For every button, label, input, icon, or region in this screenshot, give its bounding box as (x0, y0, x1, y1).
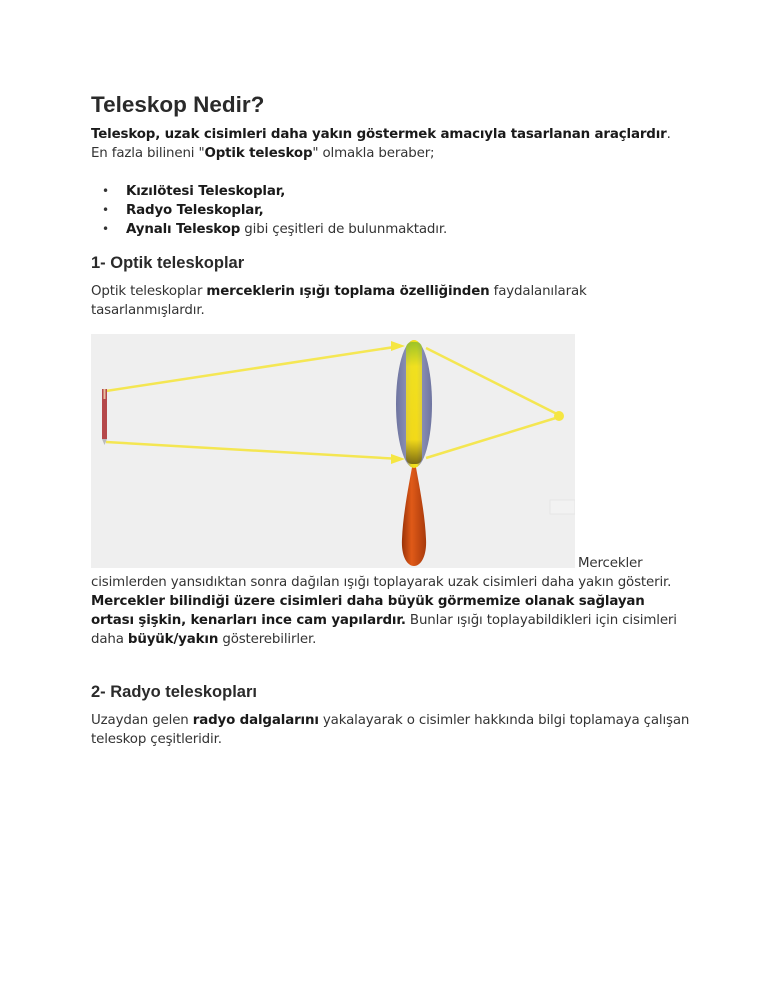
lens-rim (406, 342, 422, 464)
ray-top-in (106, 346, 401, 391)
ray-bottom-out (426, 417, 559, 458)
lens-diagram-svg (91, 334, 575, 568)
optik-text: Optik teleskoplar (91, 284, 207, 299)
focal-point (554, 411, 564, 421)
intro-text: . En fazla bilineni " (91, 127, 671, 161)
radyo-paragraph (91, 711, 691, 749)
lens-diagram-image (91, 334, 575, 568)
list-item-bold: Aynalı Teleskop (126, 222, 241, 237)
radyo-text: Uzaydan gelen (91, 713, 193, 728)
intro-paragraph (91, 125, 691, 163)
list-item (91, 201, 447, 220)
arrow-head-bottom (391, 454, 405, 464)
intro-bold-optik: Optik teleskop (204, 146, 313, 161)
list-item-bold: Kızılötesi Teleskoplar, (126, 184, 286, 199)
page-title: Teleskop Nedir? (91, 92, 265, 117)
telescope-types-list (91, 182, 447, 239)
arrow-head-top (391, 341, 405, 351)
intro-tail: " olmakla beraber; (312, 146, 435, 161)
list-item-bold: Radyo Teleskoplar, (126, 203, 264, 218)
optik-paragraph (91, 282, 651, 320)
list-item (91, 182, 447, 201)
optik-text-end: faydalanılarak tasarlanmışlardır. (91, 284, 587, 318)
lens-description-bold2: büyük/yakın (127, 632, 219, 647)
lens-description-end: gösterebilirler. (218, 632, 317, 647)
lens-description (91, 592, 691, 649)
light-rays (106, 346, 559, 459)
lens-description-bold: Mercekler bilindiği üzere cisimleri daha büyük görmemize olanak sağlayan ortası şişkin, kenarları ince cam yapılardır. (91, 594, 645, 628)
object-icon (102, 389, 107, 445)
optik-bold: merceklerin ışığı toplama özelliğinden (206, 284, 490, 299)
caption-text: cisimlerden yansıdıktan sonra dağılan ışığı toplayarak uzak cisimleri daha yakın gösterir. (91, 575, 672, 590)
list-item (91, 220, 447, 239)
ray-bottom-in (106, 442, 401, 459)
radyo-text-end: yakalayarak o cisimler hakkında bilgi toplamaya çalışan teleskop çeşitleridir. (91, 713, 690, 747)
ray-top-out (426, 348, 559, 415)
lens-description-text: Bunlar ışığı toplayabildikleri için cisimleri daha (91, 613, 677, 647)
faint-overlay (550, 500, 575, 514)
caption-first-text: Mercekler (578, 556, 643, 571)
list-item-text: gibi çeşitleri de bulunmaktadır. (240, 222, 448, 237)
lens-handle (402, 462, 426, 566)
lens-caption-block (91, 554, 691, 649)
section-heading-optik: 1- Optik teleskoplar (91, 254, 245, 272)
section-heading-radyo: 2- Radyo teleskopları (91, 683, 257, 701)
intro-bold: Teleskop, uzak cisimleri daha yakın göstermek amacıyla tasarlanan araçlardır (91, 127, 667, 142)
radyo-bold: radyo dalgalarını (192, 713, 319, 728)
